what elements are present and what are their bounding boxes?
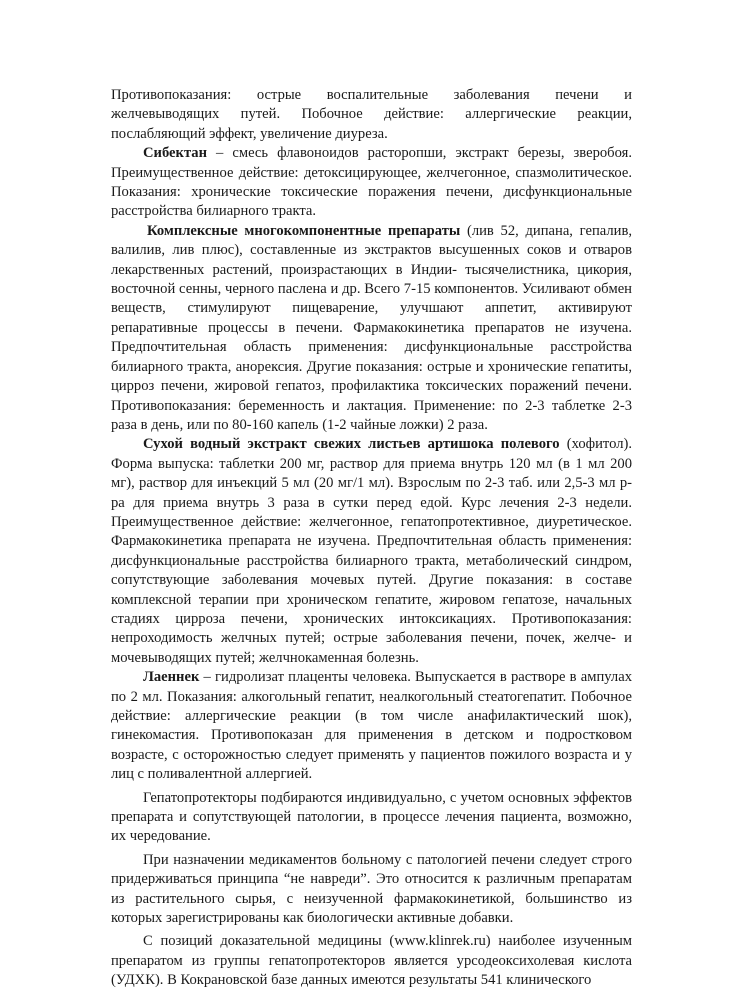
paragraph-text: – гидролизат плаценты человека. Выпускается в растворе в ампулах по 2 мл. Показания: алкогольный гепатит, неалкогольный стеатогепатит. Побочное действие: аллергические реакции (в том числе анафилактический шок), гинекомастия. Противопоказан для применения в детском и подростковом возрасте, с осторожностью следует применять у пациентов пожилого возраста и у лиц с поливалентной аллергией. (111, 669, 632, 783)
paragraph-do-no-harm (111, 851, 632, 929)
paragraph-complex-preparations (111, 222, 632, 435)
paragraph-contraindications (111, 86, 632, 144)
paragraph-text: Противопоказания: острые воспалительные заболевания печени и желчевыводящих путей. Побочное действие: аллергические реакции, послабляющий эффект, увеличение диуреза. (111, 87, 632, 142)
drug-name-artichoke: Сухой водный экстракт свежих листьев артишока полевого (143, 436, 560, 453)
paragraph-text: – смесь флавоноидов расторопши, экстракт березы, зверобоя. Преимущественное действие: детоксицирующее, желчегонное, спазмолитическое. Показания: хронические токсические поражения печени, дисфункциональные расстройства билиарного тракта. (111, 145, 632, 220)
paragraph-artichoke (111, 435, 632, 668)
drug-name-laennec: Лаеннек (143, 669, 200, 686)
paragraph-evidence-based (111, 932, 632, 990)
paragraph-text: (хофитол). Форма выпуска: таблетки 200 мг, раствор для приема внутрь 120 мл (в 1 мл 200 мг), раствор для инъекций 5 мл (20 мг/1 мл). Взрослым по 2-3 таб. или 2,5-3 мл р-ра для приема внутрь 3 раза в сутки перед едой. Курс лечения 2-3 недели. Преимущественное действие: желчегонное, гепатопротективное, диуретическое. Фармакокинетика препарата не изучена. Предпочтительная область применения: дисфункциональные расстройства билиарного тракта, метаболический синдром, сопутствующие заболевания мочевых путей. Другие показания: в составе комплексной терапии при хроническом гепатите, жировом гепатозе, начальных стадиях цирроза печени, хронических интоксикациях. Противопоказания: непроходимость желчных путей; острые заболевания печени, почек, желче- и мочевыводящих путей; желчнокаменная болезнь. (111, 436, 632, 666)
paragraph-text: При назначении медикаментов больному с патологией печени следует строго придерживаться принципа “не навреди”. Это относится к различным препаратам из растительного сырья, с неизученной фармакокинетикой, большинство из которых зарегистрированы как биологически активные добавки. (111, 851, 632, 927)
paragraph-text: (лив 52, дипана, гепалив, валилив, лив плюс), составленные из экстрактов высушенных соков и отваров лекарственных растений, произрастающих в Индии- тысячелистника, цикория, восточной сенны, черного паслена и др. Всего 7-15 компонентов. Усиливают обмен веществ, стимулируют пищеварение, улучшают аппетит, активируют репаративные процессы в печени. Фармакокинетика препаратов не изучена. Предпочтительная область применения: дисфункциональные расстройства билиарного тракта, анорексия. Другие показания: острые и хронические гепатиты, цирроз печени, жировой гепатоз, профилактика токсических поражений печени. Противопоказания: беременность и лактация. Применение: по 2-3 таблетке 2-3 раза в день, или по 80-160 капель (1-2 чайные ложки) 2 раза. (111, 222, 632, 433)
paragraph-hepatoprotectors (111, 789, 632, 847)
paragraph-text: Гепатопротекторы подбираются индивидуально, с учетом основных эффектов препарата и сопутствующей патологии, в процессе лечения пациента, возможно, их чередование. (111, 789, 632, 845)
paragraph-text: С позиций доказательной медицины (www.klinrek.ru) наиболее изученным препаратом из группы гепатопротекторов является урсодеоксихолевая кислота (УДХК). В Кокрановской базе данных имеются результаты 541 клинического (111, 933, 632, 989)
paragraph-sibektan (111, 144, 632, 222)
drug-name-sibektan: Сибектан (143, 145, 207, 162)
paragraph-laennec (111, 668, 632, 784)
drug-name-complex: Комплексные многокомпонентные препараты (147, 222, 461, 239)
